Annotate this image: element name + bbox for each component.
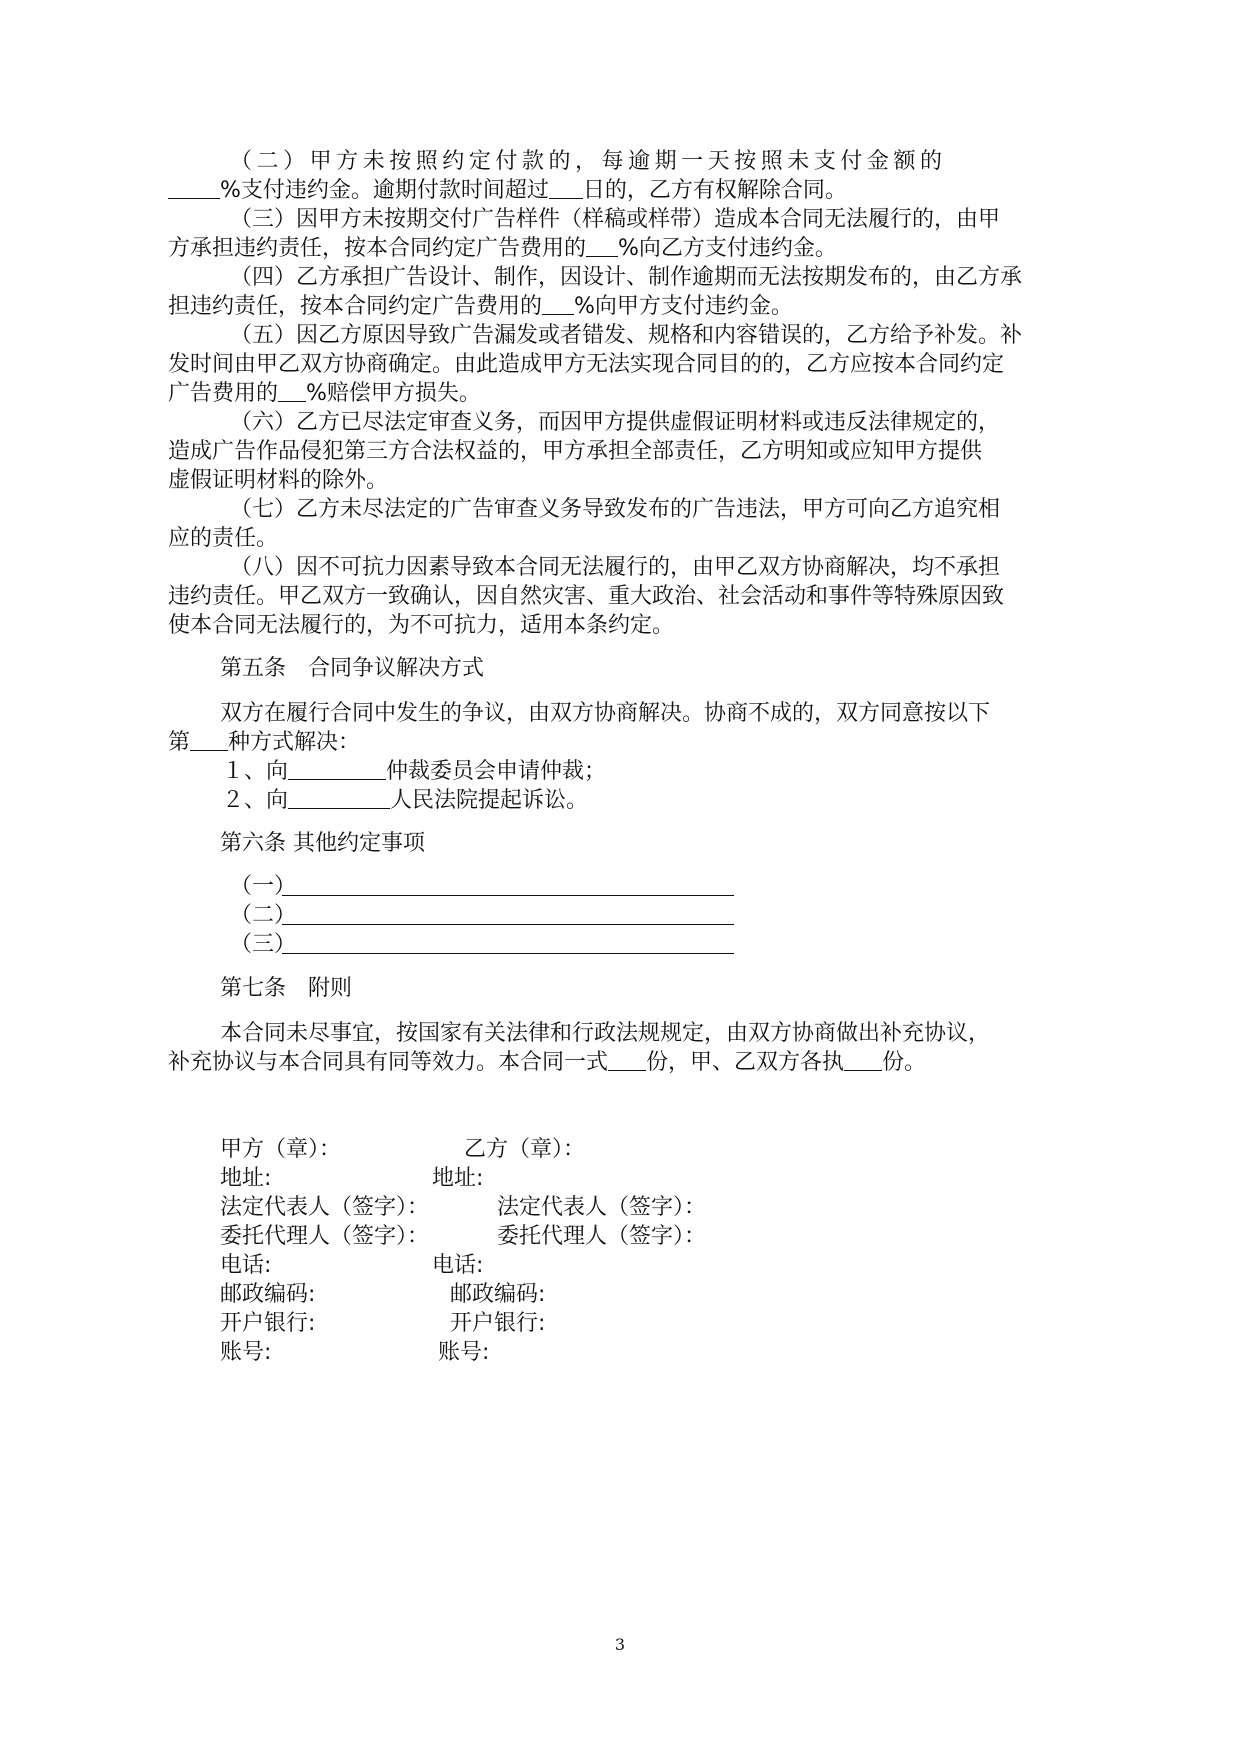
text: 种方式解决： bbox=[228, 730, 361, 755]
clause-7-line-1: （七）乙方未尽法定的广告审查义务导致发布的广告违法，甲方可向乙方追究相 bbox=[230, 497, 1001, 522]
party-b-phone: 电话: bbox=[432, 1253, 484, 1278]
clause-6-line-3: 虚假证明材料的除外。 bbox=[168, 468, 389, 493]
blank bbox=[288, 757, 386, 780]
text: 日的，乙方有权解除合同。 bbox=[582, 178, 847, 203]
blank bbox=[542, 292, 574, 315]
text: 广告费用的 bbox=[168, 381, 279, 406]
article-7-title: 第七条 附则 bbox=[220, 976, 353, 1001]
party-b-account: 账号: bbox=[438, 1340, 490, 1365]
party-a-seal: 甲方（章）： bbox=[220, 1137, 342, 1162]
blank bbox=[844, 1048, 882, 1071]
blank bbox=[288, 786, 390, 809]
article-5-paragraph-line-1: 双方在履行合同中发生的争议，由双方协商解决。协商不成的，双方同意按以下 bbox=[220, 701, 991, 726]
page-number: 3 bbox=[614, 1635, 626, 1654]
clause-5-line-3 bbox=[168, 378, 481, 410]
party-a-address: 地址: bbox=[220, 1166, 272, 1191]
blank bbox=[190, 728, 228, 751]
dispute-option-arbitration bbox=[222, 756, 606, 788]
text: 份，甲、乙双方各执 bbox=[646, 1050, 845, 1075]
clause-8-line-3: 使本合同无法履行的，为不可抗力，适用本条约定。 bbox=[168, 613, 675, 638]
other-item-3-label: （三） bbox=[230, 932, 297, 957]
text: ２、向 bbox=[222, 788, 289, 813]
clause-4-line-1: （四）乙方承担广告设计、制作，因设计、制作逾期而无法按期发布的，由乙方承 bbox=[230, 265, 1023, 290]
other-item-1-line bbox=[282, 895, 734, 896]
article-7-paragraph-line-1: 本合同未尽事宜，按国家有关法律和行政法规规定，由双方协商做出补充协议， bbox=[220, 1021, 991, 1046]
party-b-seal: 乙方（章）： bbox=[464, 1137, 586, 1162]
blank bbox=[549, 176, 583, 199]
clause-5-line-2: 发时间由甲乙双方协商确定。由此造成甲方无法实现合同目的的，乙方应按本合同约定 bbox=[168, 352, 1005, 377]
party-a-phone: 电话: bbox=[220, 1253, 272, 1278]
text: １、向 bbox=[222, 759, 289, 784]
party-a-bank: 开户银行: bbox=[220, 1311, 316, 1336]
other-item-3-line bbox=[282, 953, 734, 954]
clause-8-line-1: （八）因不可抗力因素导致本合同无法履行的，由甲乙双方协商解决，均不承担 bbox=[230, 555, 1001, 580]
clause-7-line-2: 应的责任。 bbox=[168, 526, 279, 551]
party-a-postcode: 邮政编码: bbox=[220, 1282, 316, 1307]
text: %向乙方支付违约金。 bbox=[618, 236, 837, 261]
clause-5-line-1: （五）因乙方原因导致广告漏发或者错发、规格和内容错误的，乙方给予补发。补 bbox=[230, 323, 1023, 348]
other-item-2-line bbox=[282, 924, 734, 925]
blank bbox=[586, 234, 618, 257]
article-7-paragraph-line-2 bbox=[168, 1047, 926, 1079]
article-6-title: 第六条 其他约定事项 bbox=[220, 831, 425, 856]
clause-2-line-1: （二）甲方未按照约定付款的，每逾期一天按照未支付金额的 bbox=[230, 149, 942, 174]
article-5-title: 第五条 合同争议解决方式 bbox=[220, 656, 485, 681]
clause-2-line-2 bbox=[168, 175, 847, 207]
party-b-postcode: 邮政编码: bbox=[450, 1282, 546, 1307]
text: 第 bbox=[168, 730, 191, 755]
text: 人民法院提起诉讼。 bbox=[390, 788, 589, 813]
blank bbox=[168, 176, 220, 199]
clause-6-line-1: （六）乙方已尽法定审查义务，而因甲方提供虚假证明材料或违反法律规定的， bbox=[230, 410, 1001, 435]
blank bbox=[608, 1048, 646, 1071]
text: 补充协议与本合同具有同等效力。本合同一式 bbox=[168, 1050, 609, 1075]
text: %赔偿甲方损失。 bbox=[306, 381, 481, 406]
clause-3-line-1: （三）因甲方未按期交付广告样件（样稿或样带）造成本合同无法履行的，由甲 bbox=[230, 207, 1001, 232]
text: 担违约责任，按本合同约定广告费用的 bbox=[168, 294, 543, 319]
party-b-address: 地址: bbox=[432, 1166, 484, 1191]
text: 仲裁委员会申请仲裁； bbox=[386, 759, 607, 784]
clause-6-line-2: 造成广告作品侵犯第三方合法权益的，甲方承担全部责任，乙方明知或应知甲方提供 bbox=[168, 439, 983, 464]
text: 份。 bbox=[882, 1050, 927, 1075]
blank bbox=[278, 379, 306, 402]
clause-8-line-2: 违约责任。甲乙双方一致确认，因自然灾害、重大政治、社会活动和事件等特殊原因致 bbox=[168, 584, 1005, 609]
other-item-1-label: （一） bbox=[230, 874, 297, 899]
article-5-paragraph-line-2 bbox=[168, 727, 360, 759]
text: 方承担违约责任，按本合同约定广告费用的 bbox=[168, 236, 587, 261]
other-item-2-label: （二） bbox=[230, 903, 297, 928]
dispute-option-court bbox=[222, 785, 588, 817]
clause-3-line-2 bbox=[168, 233, 837, 265]
party-b-agent: 委托代理人（签字）： bbox=[497, 1224, 707, 1249]
text: %向甲方支付违约金。 bbox=[574, 294, 793, 319]
text: %支付违约金。逾期付款时间超过 bbox=[220, 178, 549, 203]
party-a-agent: 委托代理人（签字）： bbox=[220, 1224, 430, 1249]
party-b-legal-rep: 法定代表人（签字）： bbox=[497, 1195, 707, 1220]
clause-4-line-2 bbox=[168, 291, 793, 323]
party-a-account: 账号: bbox=[220, 1340, 272, 1365]
party-b-bank: 开户银行: bbox=[450, 1311, 546, 1336]
party-a-legal-rep: 法定代表人（签字）： bbox=[220, 1195, 430, 1220]
